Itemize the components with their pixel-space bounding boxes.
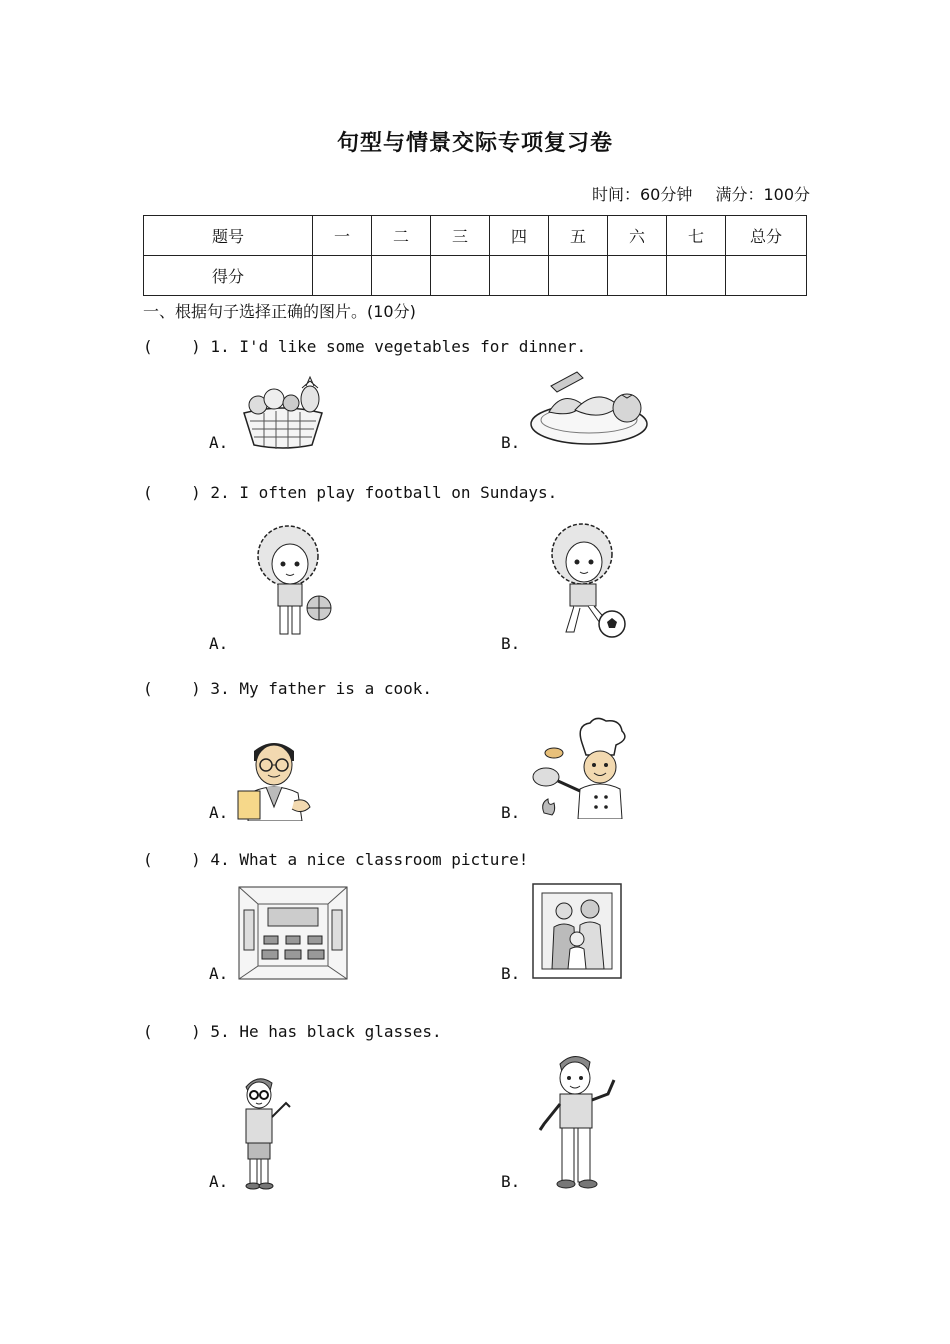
score-header-cell: 七 bbox=[667, 216, 726, 256]
option-a-label: A. bbox=[209, 803, 229, 822]
answer-blank[interactable]: ( ) 1. bbox=[143, 337, 230, 356]
score-table-score-row bbox=[144, 256, 807, 296]
score-cell[interactable] bbox=[372, 256, 431, 296]
boy-basketball-icon[interactable] bbox=[246, 524, 338, 640]
score-cell[interactable] bbox=[667, 256, 726, 296]
option-a-label: A. bbox=[209, 433, 229, 452]
boy-football-icon[interactable] bbox=[540, 522, 632, 640]
exam-full-score: 满分：100分 bbox=[715, 185, 810, 204]
question-4 bbox=[143, 850, 528, 869]
question-text: What a nice classroom picture! bbox=[239, 850, 529, 869]
score-cell[interactable] bbox=[608, 256, 667, 296]
question-2 bbox=[143, 483, 557, 502]
question-text: I often play football on Sundays. bbox=[239, 483, 558, 502]
exam-time: 时间：60分钟 bbox=[591, 185, 693, 204]
score-row-label: 得分 bbox=[144, 256, 313, 296]
option-b-label: B. bbox=[501, 803, 521, 822]
option-b-label: B. bbox=[501, 964, 521, 983]
answer-blank[interactable]: ( ) 4. bbox=[143, 850, 230, 869]
question-3 bbox=[143, 679, 432, 698]
score-table-header-row bbox=[144, 216, 807, 256]
score-header-cell: 总分 bbox=[726, 216, 807, 256]
score-cell[interactable] bbox=[549, 256, 608, 296]
answer-blank[interactable]: ( ) 5. bbox=[143, 1022, 230, 1041]
score-header-cell: 题号 bbox=[144, 216, 313, 256]
answer-blank[interactable]: ( ) 3. bbox=[143, 679, 230, 698]
score-cell[interactable] bbox=[490, 256, 549, 296]
boy-glasses-icon[interactable] bbox=[236, 1073, 298, 1191]
option-a-label: A. bbox=[209, 964, 229, 983]
question-text: He has black glasses. bbox=[239, 1022, 442, 1041]
chef-icon[interactable] bbox=[530, 715, 632, 819]
doctor-icon[interactable] bbox=[236, 737, 312, 821]
score-cell[interactable] bbox=[431, 256, 490, 296]
option-b-label: B. bbox=[501, 1172, 521, 1191]
score-header-cell: 五 bbox=[549, 216, 608, 256]
score-cell[interactable] bbox=[313, 256, 372, 296]
boy-waving-icon[interactable] bbox=[536, 1050, 624, 1190]
score-table bbox=[143, 215, 807, 296]
fruit-basket-icon[interactable] bbox=[236, 375, 331, 450]
answer-blank[interactable]: ( ) 2. bbox=[143, 483, 230, 502]
question-text: I'd like some vegetables for dinner. bbox=[239, 337, 587, 356]
option-b-label: B. bbox=[501, 634, 521, 653]
exam-meta bbox=[592, 182, 810, 205]
question-text: My father is a cook. bbox=[239, 679, 432, 698]
score-header-cell: 三 bbox=[431, 216, 490, 256]
option-b-label: B. bbox=[501, 433, 521, 452]
page-title: 句型与情景交际专项复习卷 bbox=[336, 131, 613, 156]
section-1-heading: 一、根据句子选择正确的图片。(10分) bbox=[143, 302, 416, 321]
question-1 bbox=[143, 337, 586, 356]
option-a-label: A. bbox=[209, 634, 229, 653]
score-header-cell: 四 bbox=[490, 216, 549, 256]
family-photo-icon[interactable] bbox=[532, 883, 622, 979]
score-header-cell: 二 bbox=[372, 216, 431, 256]
classroom-icon[interactable] bbox=[238, 886, 348, 980]
score-header-cell: 一 bbox=[313, 216, 372, 256]
score-header-cell: 六 bbox=[608, 216, 667, 256]
score-cell[interactable] bbox=[726, 256, 807, 296]
option-a-label: A. bbox=[209, 1172, 229, 1191]
vegetable-plate-icon[interactable] bbox=[527, 360, 651, 450]
question-5 bbox=[143, 1022, 442, 1041]
